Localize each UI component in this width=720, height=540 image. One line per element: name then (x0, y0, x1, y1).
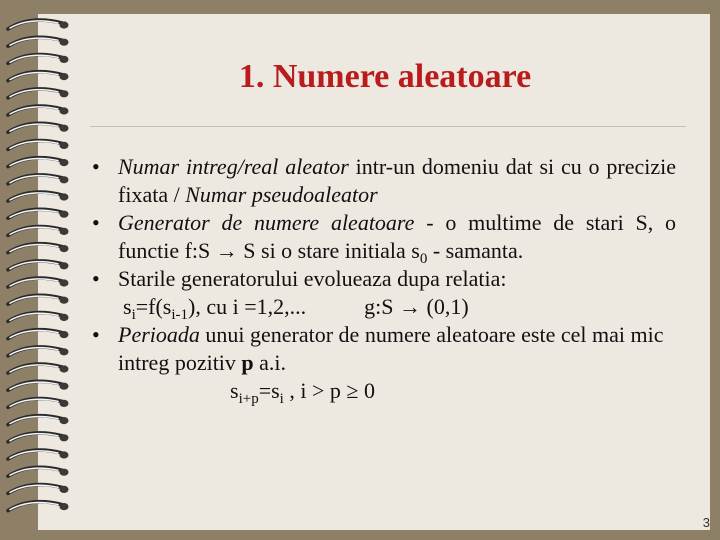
formula-text: =s (258, 378, 280, 403)
geq-icon: ≥ (346, 378, 359, 403)
bullet-item-1 (92, 153, 676, 209)
subscript: i (279, 391, 284, 407)
formula-text: ), cu i =1,2,... (188, 294, 307, 319)
bullet-2-text-2: S si o stare initiala s (237, 238, 420, 263)
bullet-icon: • (92, 266, 100, 291)
formula-text: s (123, 294, 132, 319)
subscript: i (131, 307, 136, 323)
formula-text: , i > p (283, 378, 347, 403)
bullet-2-text-3: - samanta. (427, 238, 524, 263)
formula-period (92, 377, 676, 405)
bullet-item-4 (92, 321, 676, 377)
formula-text: (0,1) (421, 294, 469, 319)
slide-title: 1. Numere aleatoare (238, 58, 532, 95)
formula-recurrence (92, 293, 676, 321)
bullet-2-text: - o multime de stari S, o functie f:S (118, 210, 677, 263)
bullet-1-text: intr-un domeniu dat si cu o precizie fixata / (118, 154, 676, 207)
formula-text: s (230, 378, 239, 403)
formula-text: =f(s (135, 294, 172, 319)
bullet-1-italic: Numar intreg/real aleator (118, 154, 349, 179)
bullet-item-2 (92, 209, 676, 265)
bullet-4-text-2: a.i. (253, 350, 287, 375)
bullet-2-italic: Generator de numere aleatoare (118, 210, 415, 235)
arrow-icon: → (399, 294, 422, 319)
slide-body (92, 153, 676, 405)
bullet-icon: • (92, 322, 100, 347)
bullet-4-bold: p (241, 350, 254, 375)
bullet-item-3 (92, 265, 676, 293)
bullet-4-italic: Perioada (118, 322, 200, 347)
bullet-4-text: unui generator de numere aleatoare este cel mai mic intreg pozitiv (118, 322, 664, 375)
page-number: 3 (702, 515, 710, 530)
spiral-binding (0, 0, 90, 540)
bullet-3-text: Starile generatorului evolueaza dupa relatia: (118, 266, 507, 291)
arrow-icon: → (215, 238, 238, 263)
title-divider (90, 126, 686, 127)
formula-text: 0 (358, 378, 375, 403)
subscript: i-1 (171, 307, 189, 323)
subscript: i+p (238, 391, 259, 407)
bullet-1-italic-2: Numar pseudoaleator (185, 182, 378, 207)
bullet-icon: • (92, 154, 100, 179)
bullet-icon: • (92, 210, 100, 235)
subscript: 0 (419, 251, 428, 267)
formula-text: g:S (364, 294, 400, 319)
